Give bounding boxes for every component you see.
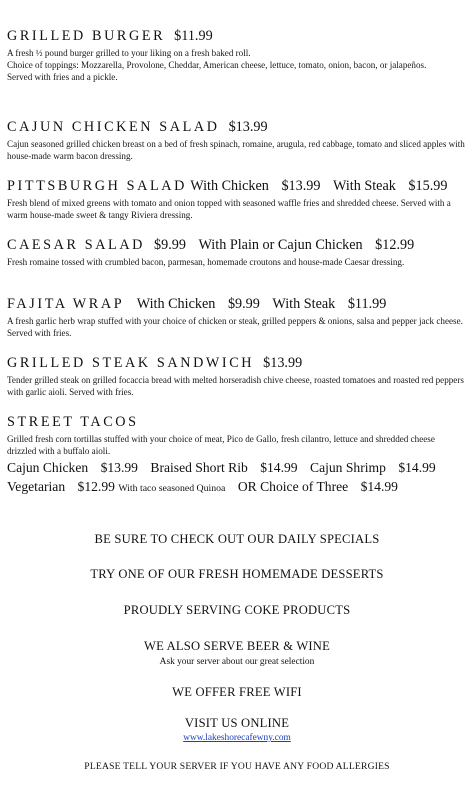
cajun-salad-title-line xyxy=(7,119,466,136)
taco-option-name: Cajun Shrimp xyxy=(310,460,386,476)
item-title: CAESAR SALAD xyxy=(7,237,146,253)
item-price: $15.99 xyxy=(408,178,448,194)
notice-coke-products: PROUDLY SERVING COKE PRODUCTS xyxy=(123,603,351,617)
item-description: Fresh blend of mixed greens with tomato and onion topped with seasoned waffle fries and shredded cheese. Served with a warm house-made sweet & tangy Riviera dressing. xyxy=(7,198,451,221)
taco-choice-price: $14.99 xyxy=(360,479,398,495)
menu-item-cajun-salad xyxy=(7,119,466,162)
item-option: With Steak xyxy=(272,296,336,312)
fajita-title-line xyxy=(7,296,466,313)
website-link[interactable]: www.lakeshorecafewny.com xyxy=(183,733,291,743)
item-option: With Chicken xyxy=(190,178,269,194)
item-title: CAJUN CHICKEN SALAD xyxy=(7,119,220,135)
taco-choice-label: OR Choice of Three xyxy=(237,479,349,495)
taco-option-price: $14.99 xyxy=(260,460,298,476)
item-option: With Steak xyxy=(333,178,396,194)
taco-option-price: $14.99 xyxy=(398,460,436,476)
tacos-options-row-1 xyxy=(7,459,466,476)
burger-title-line xyxy=(7,28,466,45)
taco-option-note: With taco seasoned Quinoa xyxy=(118,483,226,495)
notice-free-wifi: WE OFFER FREE WIFI xyxy=(172,685,302,699)
item-title: GRILLED STEAK SANDWICH xyxy=(7,355,255,371)
item-price: $12.99 xyxy=(375,237,415,253)
notice-beer-subtext: Ask your server about our great selection xyxy=(159,657,315,667)
item-price: $11.99 xyxy=(174,28,213,44)
item-title: STREET TACOS xyxy=(7,414,139,430)
item-option: With Plain or Cajun Chicken xyxy=(198,237,363,253)
notice-beer-wine: WE ALSO SERVE BEER & WINE xyxy=(143,639,330,653)
menu-item-caesar-salad xyxy=(7,237,466,268)
item-title: GRILLED BURGER xyxy=(7,28,166,44)
item-title: FAJITA WRAP xyxy=(7,296,125,312)
item-description: Tender grilled steak on grilled focaccia bread with melted horseradish chive cheese, roasted tomatoes and roasted red peppers with garlic aioli. Served with fries. xyxy=(7,375,464,398)
menu-item-fajita-wrap xyxy=(7,296,466,339)
menu-item-steak-sandwich xyxy=(7,355,466,398)
website-link-container xyxy=(0,733,474,743)
item-description: A fresh garlic herb wrap stuffed with your choice of chicken or steak, grilled peppers & onions, salsa and pepper jack cheese. Served with fries. xyxy=(7,316,463,339)
taco-option-price: $12.99 xyxy=(77,479,115,495)
item-price: $9.99 xyxy=(154,237,186,253)
taco-option-name: Cajun Chicken xyxy=(7,460,89,476)
item-option: With Chicken xyxy=(136,296,216,312)
notice-food-allergies: PLEASE TELL YOUR SERVER IF YOU HAVE ANY FOOD ALLERGIES xyxy=(84,761,390,772)
steak-title-line xyxy=(7,355,466,372)
item-price: $11.99 xyxy=(347,296,387,312)
tacos-title-line xyxy=(7,414,466,431)
item-description: Fresh romaine tossed with crumbled bacon, parmesan, homemade croutons and house-made Caesar dressing. xyxy=(7,257,405,267)
taco-option-name: Braised Short Rib xyxy=(150,460,248,476)
item-price: $13.99 xyxy=(263,355,303,371)
menu-item-burger xyxy=(7,28,466,84)
caesar-title-line xyxy=(7,237,466,254)
item-description: A fresh ½ pound burger grilled to your liking on a fresh baked roll. Choice of toppings: Mozzarella, Provolone, Cheddar, American cheese, lettuce, tomato, onion, bacon, or jalapeños. Served with fries and a pickle. xyxy=(7,48,427,83)
item-title: PITTSBURGH SALAD xyxy=(7,178,187,194)
item-description: Cajun seasoned grilled chicken breast on a bed of fresh spinach, romaine, arugula, red cabbage, tomato and sliced apples with house-made warm bacon dressing. xyxy=(7,139,465,162)
pittsburgh-title-line xyxy=(7,178,466,195)
menu-item-pittsburgh-salad xyxy=(7,178,466,221)
taco-option-price: $13.99 xyxy=(100,460,138,476)
notice-desserts: TRY ONE OF OUR FRESH HOMEMADE DESSERTS xyxy=(90,567,384,581)
tacos-options-row-2 xyxy=(7,478,466,497)
menu-item-street-tacos xyxy=(7,414,466,497)
item-price: $13.99 xyxy=(281,178,321,194)
notice-daily-specials: BE SURE TO CHECK OUT OUR DAILY SPECIALS xyxy=(94,532,380,546)
taco-option-name: Vegetarian xyxy=(7,479,66,495)
notice-visit-online: VISIT US ONLINE xyxy=(184,716,290,730)
item-price: $9.99 xyxy=(227,296,260,312)
item-description: Grilled fresh corn tortillas stuffed with your choice of meat, Pico de Gallo, fresh cilantro, lettuce and shredded cheese drizzled with a buffalo aioli. xyxy=(7,434,435,457)
item-price: $13.99 xyxy=(228,119,268,135)
